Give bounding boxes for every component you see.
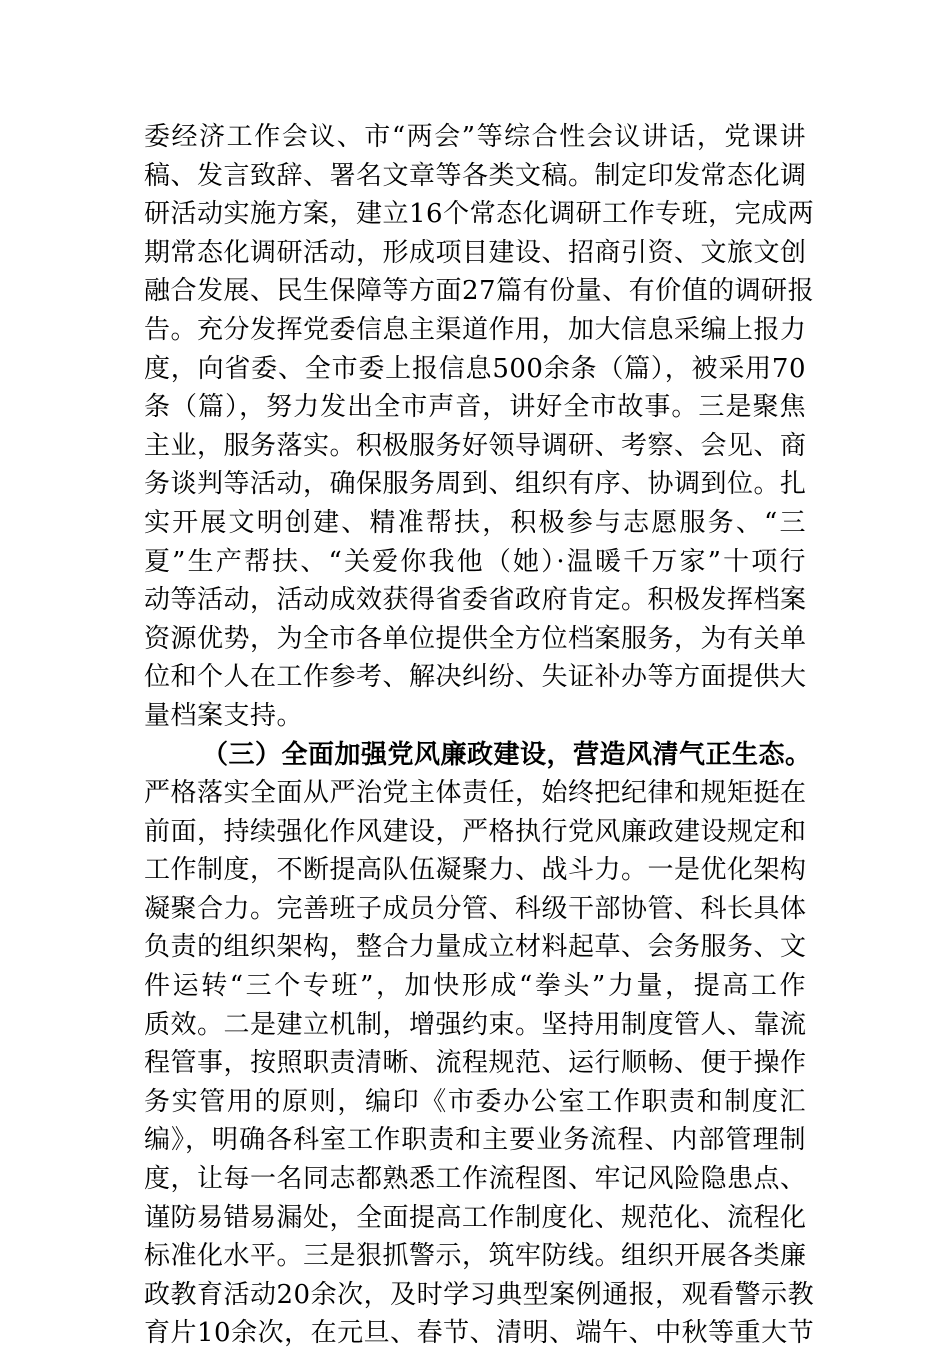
- text-line: 动等活动，活动成效获得省委省政府肯定。积极发挥档案: [144, 585, 807, 616]
- text-line: 主业，服务落实。积极服务好领导调研、考察、会见、商: [144, 430, 807, 461]
- paragraph-end-line: 量档案支持。: [144, 700, 304, 731]
- document-body: [144, 118, 815, 1353]
- text-line: 融合发展、民生保障等方面27篇有份量、有价值的调研报: [144, 276, 815, 307]
- text-line: 资源优势，为全市各单位提供全方位档案服务，为有关单: [144, 623, 807, 654]
- text-line: 育片10余次，在元旦、春节、清明、端午、中秋等重大节: [144, 1318, 815, 1349]
- text-line: 严格落实全面从严治党主体责任，始终把纪律和规矩挺在: [144, 778, 807, 809]
- text-line: 件运转“三个专班”，加快形成“拳头”力量，提高工作: [144, 971, 806, 1002]
- text-line: 质效。二是建立机制，增强约束。坚持用制度管人、靠流: [144, 1009, 807, 1040]
- text-line: 政教育活动20余次，及时学习典型案例通报，观看警示教: [144, 1279, 815, 1310]
- text-line: 委经济工作会议、市“两会”等综合性会议讲话，党课讲: [144, 122, 806, 152]
- text-line: 负责的组织架构，整合力量成立材料起草、会务服务、文: [144, 932, 807, 963]
- text-line: 度，向省委、全市委上报信息500余条（篇），被采用70: [144, 353, 806, 384]
- text-line: 务实管用的原则，编印《市委办公室工作职责和制度汇: [144, 1086, 806, 1117]
- text-line: 度，让每一名同志都熟悉工作流程图、牢记风险隐患点、: [144, 1164, 807, 1195]
- text-line: 实开展文明创建、精准帮扶，积极参与志愿服务、“三: [144, 507, 806, 538]
- text-line: 程管事，按照职责清晰、流程规范、运行顺畅、便于操作: [144, 1048, 807, 1079]
- section-heading: （三）全面加强党风廉政建设，营造风清气正生态。: [202, 739, 812, 770]
- text-line: 期常态化调研活动，形成项目建设、招商引资、文旅文创: [144, 237, 807, 268]
- text-line: 稿、发言致辞、署名文章等各类文稿。制定印发常态化调: [144, 160, 807, 191]
- text-line: 编》，明确各科室工作职责和主要业务流程、内部管理制: [144, 1125, 806, 1156]
- text-line: 前面，持续强化作风建设，严格执行党风廉政建设规定和: [144, 816, 807, 847]
- text-line: 告。充分发挥党委信息主渠道作用，加大信息采编上报力: [144, 314, 807, 345]
- text-line: 研活动实施方案，建立16个常态化调研工作专班，完成两: [144, 199, 815, 230]
- text-line: 位和个人在工作参考、解决纠纷、失证补办等方面提供大: [144, 662, 807, 693]
- text-line: 谨防易错易漏处，全面提高工作制度化、规范化、流程化: [144, 1202, 807, 1233]
- text-line: 凝聚合力。完善班子成员分管、科级干部协管、科长具体: [144, 893, 807, 924]
- text-line: 工作制度，不断提高队伍凝聚力、战斗力。一是优化架构: [144, 855, 807, 886]
- text-line: 务谈判等活动，确保服务周到、组织有序、协调到位。扎: [144, 469, 807, 500]
- text-line: 夏”生产帮扶、“关爱你我他（她）·温暖千万家”十项行: [144, 546, 806, 577]
- text-line: 标准化水平。三是狠抓警示，筑牢防线。组织开展各类廉: [144, 1241, 807, 1272]
- text-line: 条（篇），努力发出全市声音，讲好全市故事。三是聚焦: [144, 392, 806, 423]
